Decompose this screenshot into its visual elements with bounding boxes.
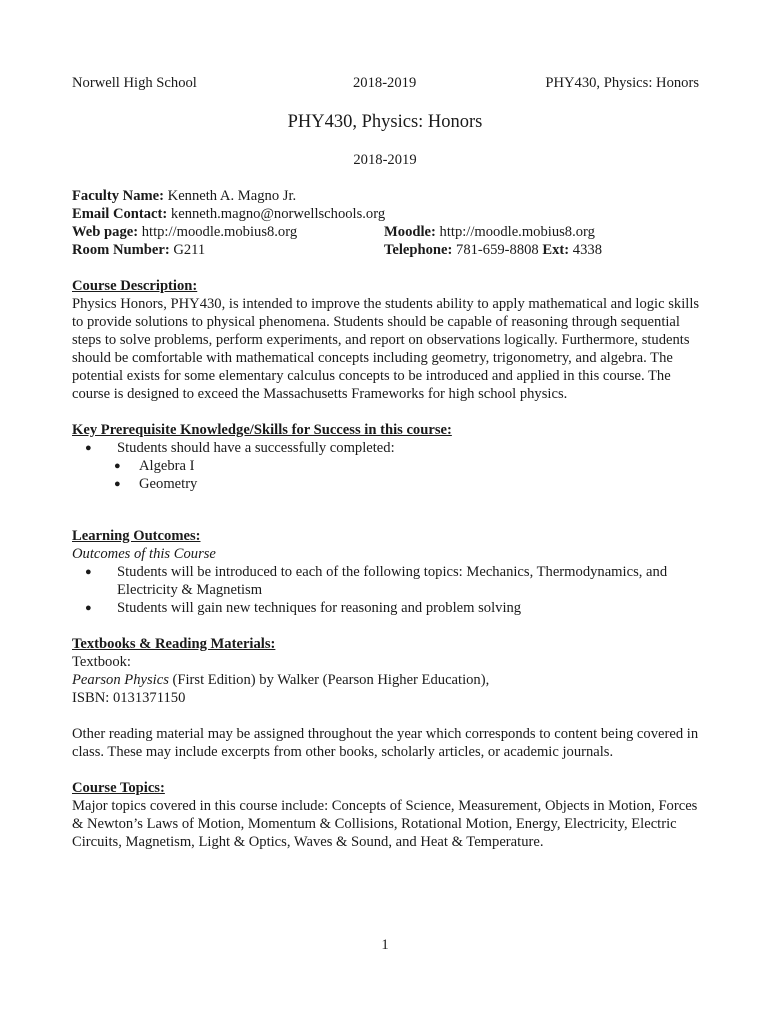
course-description-heading: Course Description: — [72, 278, 198, 294]
other-reading-text: Other reading material may be assigned throughout the year which corresponds to content being covered in class. These may include excerpts from other books, scholarly articles, or academic journals. — [72, 726, 699, 760]
textbook-citation — [72, 671, 702, 689]
header-year: 2018-2019 — [353, 75, 417, 91]
email-label: Email Contact: — [72, 206, 168, 222]
page-number: 1 — [381, 937, 389, 953]
course-topics-heading: Course Topics: — [72, 780, 165, 796]
phone-cell — [384, 241, 602, 259]
moodle-label: Moodle: — [384, 224, 436, 240]
textbook-details: (First Edition) by Walker (Pearson Higher Education), — [168, 672, 490, 688]
moodle-cell — [384, 223, 595, 241]
course-topics-text: Major topics covered in this course include: Concepts of Science, Measurement, Objects in Motion, Forces & Newton’s Laws of Motion, Momentum & Collisions, Rotational Motion, Energy, Electricity, Electric Circuits, Magnetism, Light & Optics, Waves & Sound, and Heat & Temperature. — [72, 798, 698, 850]
web-row — [72, 223, 702, 241]
learning-outcome-item: ● Students will be introduced to each of the following topics: Mechanics, Thermodynamics, and Electricity & Magnetism — [72, 563, 702, 599]
email-value: kenneth.magno@norwellschools.org — [167, 206, 386, 222]
room-label: Room Number: — [72, 242, 170, 258]
prerequisite-subitem-geometry: ● Geometry — [72, 475, 702, 493]
textbook-label: Textbook: — [72, 654, 131, 670]
moodle-value: http://moodle.mobius8.org — [435, 224, 595, 240]
room-value: G211 — [169, 242, 206, 258]
course-description-text: Physics Honors, PHY430, is intended to improve the students ability to apply mathematical and logic skills to provide solutions to physical phenomena. Students should be capable of reasoning through sequential steps to solve problems, perform experiments, and report on observations logically. Furthermore, students should be comfortable with mathematical concepts including geometry, trigonometry, and algebra. The potential exists for some elementary calculus concepts to be introduced and applied in this course. The course is designed to exceed the Massachusetts Frameworks for high school physics. — [72, 296, 700, 402]
document-year: 2018-2019 — [353, 152, 417, 168]
faculty-label: Faculty Name: — [72, 188, 164, 204]
learning-outcome-item: ● Students will gain new techniques for reasoning and problem solving — [72, 599, 702, 617]
ext-label: Ext: — [542, 242, 570, 258]
textbook-isbn: ISBN: 0131371150 — [72, 690, 186, 706]
textbooks-heading: Textbooks & Reading Materials: — [72, 636, 276, 652]
header-course: PHY430, Physics: Honors — [545, 75, 699, 91]
document-title: PHY430, Physics: Honors — [287, 112, 483, 132]
prerequisite-sublist — [72, 457, 702, 493]
learning-outcomes-subtitle: Outcomes of this Course — [72, 546, 216, 562]
ext-value: 4338 — [569, 242, 602, 258]
learning-outcomes-list — [72, 563, 702, 617]
prerequisite-item: ● Students should have a successfully completed: — [72, 439, 702, 457]
faculty-value: Kenneth A. Magno Jr. — [164, 188, 297, 204]
web-label: Web page: — [72, 224, 139, 240]
prerequisite-subitem-algebra: ● Algebra I — [72, 457, 702, 475]
textbook-title: Pearson Physics — [72, 672, 169, 688]
phone-value: 781-659-8808 — [452, 242, 543, 258]
prerequisites-heading: Key Prerequisite Knowledge/Skills for Success in this course: — [72, 422, 452, 438]
web-value: http://moodle.mobius8.org — [138, 224, 298, 240]
running-header — [72, 74, 699, 94]
faculty-row — [72, 187, 702, 205]
email-row — [72, 205, 702, 223]
header-school: Norwell High School — [72, 75, 197, 91]
phone-label: Telephone: — [384, 242, 453, 258]
room-row — [72, 241, 702, 259]
document-body — [72, 187, 702, 851]
prerequisites-list — [72, 439, 702, 457]
learning-outcomes-heading: Learning Outcomes: — [72, 528, 201, 544]
